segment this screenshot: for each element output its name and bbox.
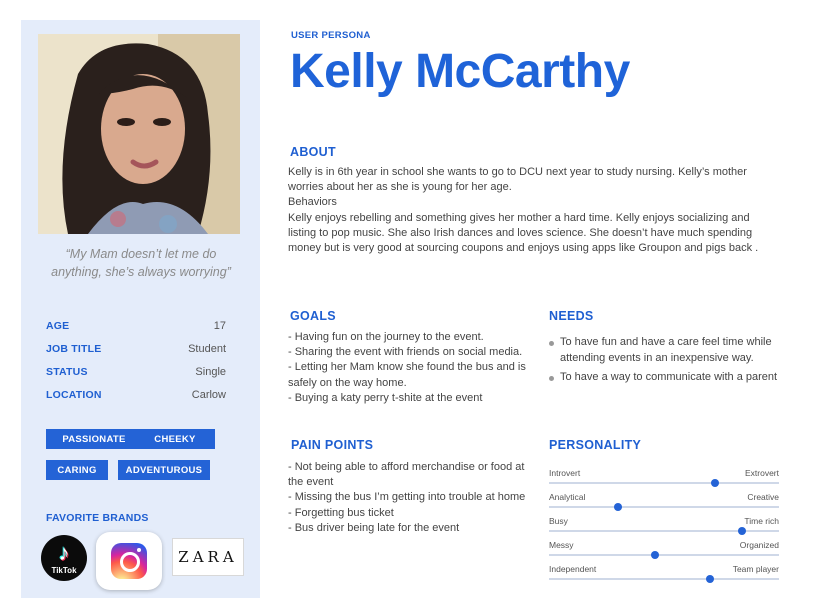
about-subheading: Behaviors (288, 196, 337, 209)
trait-left-label: Busy (549, 516, 568, 526)
about-text (288, 165, 778, 256)
trait-right-label: Extrovert (744, 468, 779, 478)
trait-right-label: Time rich (744, 516, 779, 526)
tag-cheeky: CHEEKY (135, 429, 215, 449)
goals-title: GOALS (290, 309, 336, 323)
trait-right-label: Creative (747, 492, 779, 502)
trait-right-label: Team player (732, 564, 779, 574)
goal-item: - Sharing the event with friends on social media. (288, 346, 523, 359)
trait-introvert-extrovert (549, 468, 779, 492)
tiktok-note-icon: ♪ (58, 539, 70, 565)
fact-value: 17 (213, 319, 226, 332)
needs-title: NEEDS (549, 309, 594, 323)
trait-marker (738, 527, 746, 535)
trait-independent-team-player (549, 564, 779, 588)
fact-job-title (46, 337, 226, 360)
goal-item: - Buying a katy perry t-shite at the event (288, 391, 483, 404)
persona-eyebrow: USER PERSONA (291, 30, 371, 41)
needs-list (549, 335, 779, 390)
tiktok-logo-label: TikTok (51, 565, 77, 575)
fact-value: Student (188, 342, 226, 355)
tag-adventurous: ADVENTUROUS (118, 460, 210, 480)
fact-label: LOCATION (46, 388, 102, 401)
trait-left-label: Independent (549, 564, 597, 574)
trait-messy-organized (549, 540, 779, 564)
persona-name: Kelly McCarthy (290, 45, 630, 98)
trait-track (549, 578, 779, 580)
pain-point-item: - Forgetting bus ticket (288, 506, 394, 519)
fact-label: JOB TITLE (46, 342, 102, 355)
fact-value: Single (195, 365, 226, 378)
fact-location (46, 383, 226, 406)
pain-point-item: - Not being able to afford merchandise or food at the event (288, 461, 525, 489)
trait-track (549, 554, 779, 556)
personality-title: PERSONALITY (549, 438, 642, 452)
trait-busy-time-rich (549, 516, 779, 540)
trait-marker (651, 551, 659, 559)
trait-marker (614, 503, 622, 511)
fact-label: STATUS (46, 365, 88, 378)
fact-label: AGE (46, 319, 70, 332)
trait-left-label: Analytical (549, 492, 586, 502)
about-title: ABOUT (290, 145, 336, 159)
tiktok-logo (41, 535, 87, 581)
goal-item: - Having fun on the journey to the event. (288, 331, 484, 343)
instagram-logo (96, 532, 162, 590)
goal-item: - Letting her Mam know she found the bus and is safely on the way home. (288, 361, 526, 389)
fact-age (46, 314, 226, 337)
instagram-icon (111, 543, 147, 579)
pain-point-item: - Bus driver being late for the event (288, 521, 460, 534)
persona-quote: “My Mam doesn’t let me do anything, she’s always worrying” (51, 247, 231, 279)
persona-facts (46, 314, 226, 406)
trait-left-label: Messy (549, 540, 574, 550)
trait-left-label: Introvert (549, 468, 581, 478)
profile-sidebar (21, 20, 260, 598)
pain-points-title: PAIN POINTS (291, 438, 374, 452)
need-item: To have fun and have a care feel time while attending events in an inexpensive way. (549, 335, 779, 366)
zara-logo: ZARA (172, 538, 244, 576)
trait-analytical-creative (549, 492, 779, 516)
favorite-brands-title: FAVORITE BRANDS (46, 512, 149, 524)
trait-marker (711, 479, 719, 487)
fact-value: Carlow (191, 388, 226, 401)
trait-track (549, 506, 779, 508)
need-item: To have a way to communicate with a parent (549, 370, 779, 386)
trait-right-label: Organized (739, 540, 779, 550)
pain-points-list (288, 460, 528, 536)
tag-caring: CARING (46, 460, 108, 480)
portrait-illustration (38, 34, 240, 234)
trait-track (549, 482, 779, 484)
trait-marker (706, 575, 714, 583)
profile-photo (38, 34, 240, 234)
fact-status (46, 360, 226, 383)
about-paragraph: Kelly enjoys rebelling and something gives her mother a hard time. Kelly enjoys socializing and listing to pop music. She also Irish dances and loves science. She doesn’t have much spending money but is very good at sourcing coupons and enjoys using apps like Groupon and pigs back . (288, 211, 759, 255)
pain-point-item: - Missing the bus I’m getting into trouble at home (288, 491, 526, 504)
personality-sliders (549, 468, 779, 588)
about-paragraph: Kelly is in 6th year in school she wants to go to DCU next year to study nursing. Kelly’s mother worries about her as she is young for her age. (288, 166, 747, 194)
goals-list (288, 330, 533, 406)
tag-passionate: PASSIONATE (46, 429, 142, 449)
